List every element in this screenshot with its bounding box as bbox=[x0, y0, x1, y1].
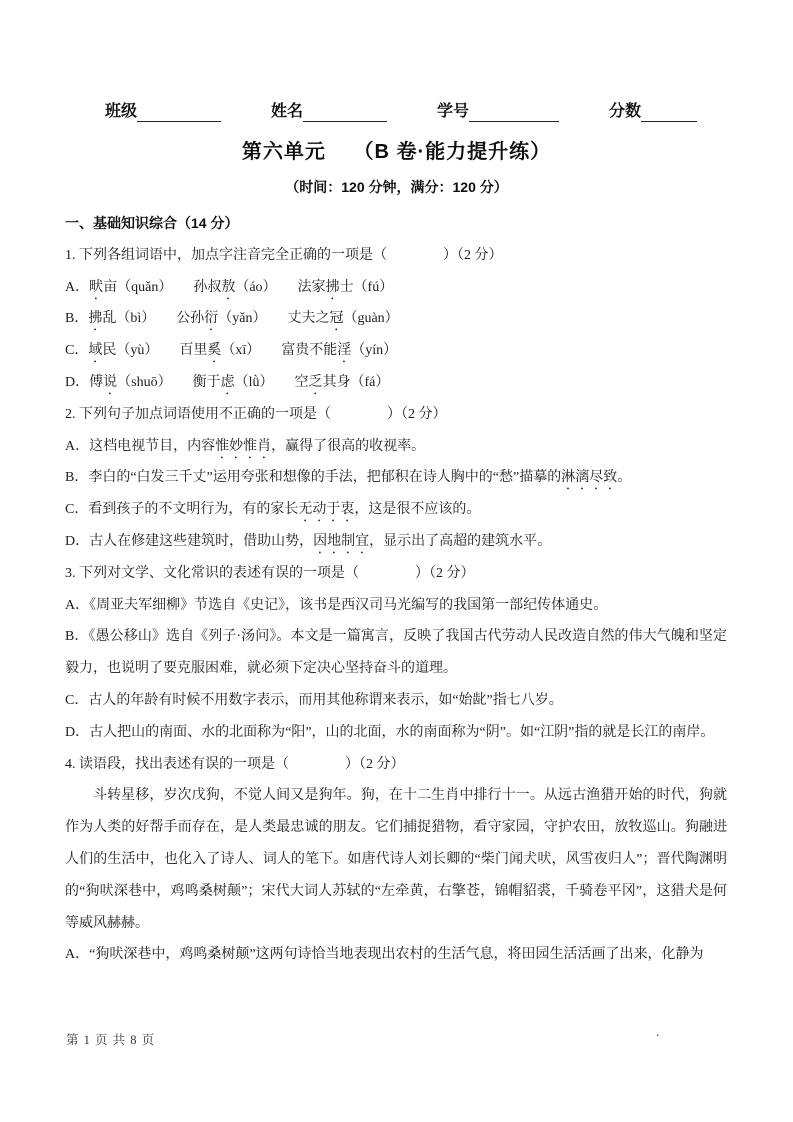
plain-text: B． bbox=[65, 311, 89, 327]
student-id-blank[interactable] bbox=[469, 105, 559, 122]
emphasized-text: 敖 bbox=[221, 279, 236, 295]
plain-text: A．这档电视节目，内容 bbox=[65, 438, 216, 454]
q3-option-c: C．古人的年龄有时候不用数字表示，而用其他称谓来表示，如“始龀”指七八岁。 bbox=[65, 692, 563, 708]
emphasized-text: 因地制宜 bbox=[313, 533, 370, 549]
emphasized-text: 衍 bbox=[204, 311, 219, 327]
emphasized-text: 惟妙惟肖 bbox=[215, 438, 272, 454]
score-label: 分数 bbox=[608, 103, 641, 120]
emphasized-text: 虑 bbox=[220, 374, 235, 390]
emphasized-text: 域 bbox=[88, 343, 103, 359]
class-blank[interactable] bbox=[137, 105, 221, 122]
plain-text: （guàn） bbox=[343, 311, 399, 327]
plain-text: ，显示出了高超的建筑水平。 bbox=[369, 533, 552, 549]
emphasized-text: 乏 bbox=[308, 374, 323, 390]
page-footer bbox=[66, 1030, 155, 1048]
q3-option-b: B．《愚公移山》选自《列子·汤问》。本文是一篇寓言，反映了我国古代劳动人民改造自然的伟大气魄和坚定毅力，也说明了要克服困难，就必须下定决心坚持奋斗的道理。 bbox=[65, 629, 727, 677]
exam-subtitle: （时间：120 分钟，满分：120 分） bbox=[285, 179, 508, 195]
plain-text: 亩（quǎn） 孙叔 bbox=[103, 279, 222, 295]
q2-option-d bbox=[65, 526, 727, 558]
plain-text: 民（yù） 百里 bbox=[102, 343, 208, 359]
score-field bbox=[609, 102, 697, 122]
q1-option-b bbox=[65, 303, 727, 335]
q4-stem: 4. 读语段，找出表述有误的一项是（ ）（2 分） bbox=[65, 756, 405, 772]
class-label: 班级 bbox=[105, 103, 138, 120]
plain-text: （yǎn） 丈夫之 bbox=[218, 311, 330, 327]
name-field bbox=[271, 102, 387, 122]
plain-text: （áo） 法家 bbox=[235, 279, 326, 295]
plain-text: D．古人在修建这些建筑时，借助山势， bbox=[65, 533, 314, 549]
q2-option-c bbox=[65, 494, 727, 526]
emphasized-text: 无动于衷 bbox=[298, 502, 355, 518]
name-label: 姓名 bbox=[270, 103, 303, 120]
plain-text: （xī） 富贵不能 bbox=[221, 343, 338, 359]
plain-text: A． bbox=[65, 279, 90, 295]
q1-option-a bbox=[65, 272, 727, 304]
plain-text: 其身（fá） bbox=[322, 374, 390, 390]
emphasized-text: 奚 bbox=[207, 343, 222, 359]
exam-body bbox=[65, 208, 727, 971]
stray-dot: . bbox=[656, 1024, 660, 1039]
emphasized-text: 冠 bbox=[329, 311, 344, 327]
emphasized-text: 拂 bbox=[325, 279, 340, 295]
plain-text: （shuō） 衡于 bbox=[117, 374, 221, 390]
emphasized-text: 淫 bbox=[337, 343, 352, 359]
emphasized-text: 说 bbox=[103, 374, 118, 390]
plain-text: （lǜ） 空 bbox=[234, 374, 309, 390]
score-blank[interactable] bbox=[641, 105, 697, 122]
plain-text: 乱（bì） 公孙 bbox=[102, 311, 205, 327]
plain-text: ，赢得了很高的收视率。 bbox=[271, 438, 426, 454]
plain-text: （yín） bbox=[351, 343, 398, 359]
student-info-row bbox=[105, 0, 697, 122]
section-heading: 一、基础知识综合（14 分） bbox=[65, 215, 239, 231]
exam-title: 第六单元 （B 卷·能力提升练） bbox=[241, 141, 552, 163]
q2-option-b bbox=[65, 462, 727, 494]
emphasized-text: 畎 bbox=[89, 279, 104, 295]
q1-stem: 1. 下列各组词语中，加点字注音完全正确的一项是（ ）（2 分） bbox=[65, 247, 503, 263]
class-field bbox=[105, 102, 221, 122]
q1-option-c bbox=[65, 335, 727, 367]
emphasized-text: 淋漓尽致 bbox=[561, 470, 618, 486]
q3-option-a: A．《周亚夫军细柳》节选自《史记》，该书是西汉司马光编写的我国第一部纪传体通史。 bbox=[65, 597, 608, 613]
q3-option-d: D．古人把山的南面、水的北面称为“阳”，山的北面，水的南面称为“阴”。如“江阴”指的就是长江的南岸。 bbox=[65, 724, 715, 740]
plain-text: 。 bbox=[617, 470, 632, 486]
q2-stem: 2. 下列句子加点词语使用不正确的一项是（ ）（2 分） bbox=[65, 406, 447, 422]
q4-option-a: A．“狗吠深巷中，鸡鸣桑树颠”这两句诗恰当地表现出农村的生活气息，将田园生活活画了出来，化静为 bbox=[65, 947, 704, 963]
plain-text: C． bbox=[65, 343, 89, 359]
q4-passage: 斗转星移，岁次戊狗，不觉人间又是狗年。狗，在十二生肖中排行十一。从远古渔猎开始的时代，狗就作为人类的好帮手而存在，是人类最忠诚的朋友。它们捕捉猎物，看守家园，守护农田，放牧巡山。狗融进人们的生活中，也化入了诗人、词人的笔下。如唐代诗人刘长卿的“柴门闻犬吠，风雪夜归人”；晋代陶渊明的“狗吠深巷中，鸡鸣桑树颠”；宋代大词人苏轼的“左牵黄，右擎苍，锦帽貂裘，千骑卷平冈”，这猎犬是何等威风赫赫。 bbox=[65, 788, 727, 931]
emphasized-text: 拂 bbox=[88, 311, 103, 327]
q1-option-d bbox=[65, 367, 727, 399]
name-blank[interactable] bbox=[303, 105, 387, 122]
plain-text: 士（fú） bbox=[339, 279, 394, 295]
student-id-label: 学号 bbox=[436, 103, 469, 120]
plain-text: ，这是很不应该的。 bbox=[354, 502, 481, 518]
plain-text: B．李白的“白发三千丈”运用夸张和想像的手法，把郁积在诗人胸中的“愁”描摹的 bbox=[65, 470, 562, 486]
plain-text: C．看到孩子的不文明行为，有的家长 bbox=[65, 502, 299, 518]
q3-stem: 3. 下列对文学、文化常识的表述有误的一项是（ ）（2 分） bbox=[65, 565, 475, 581]
page-number: 第 1 页 共 8 页 bbox=[66, 1033, 156, 1047]
q2-option-a bbox=[65, 431, 727, 463]
plain-text: D．傅 bbox=[65, 374, 104, 390]
student-id-field bbox=[437, 102, 559, 122]
